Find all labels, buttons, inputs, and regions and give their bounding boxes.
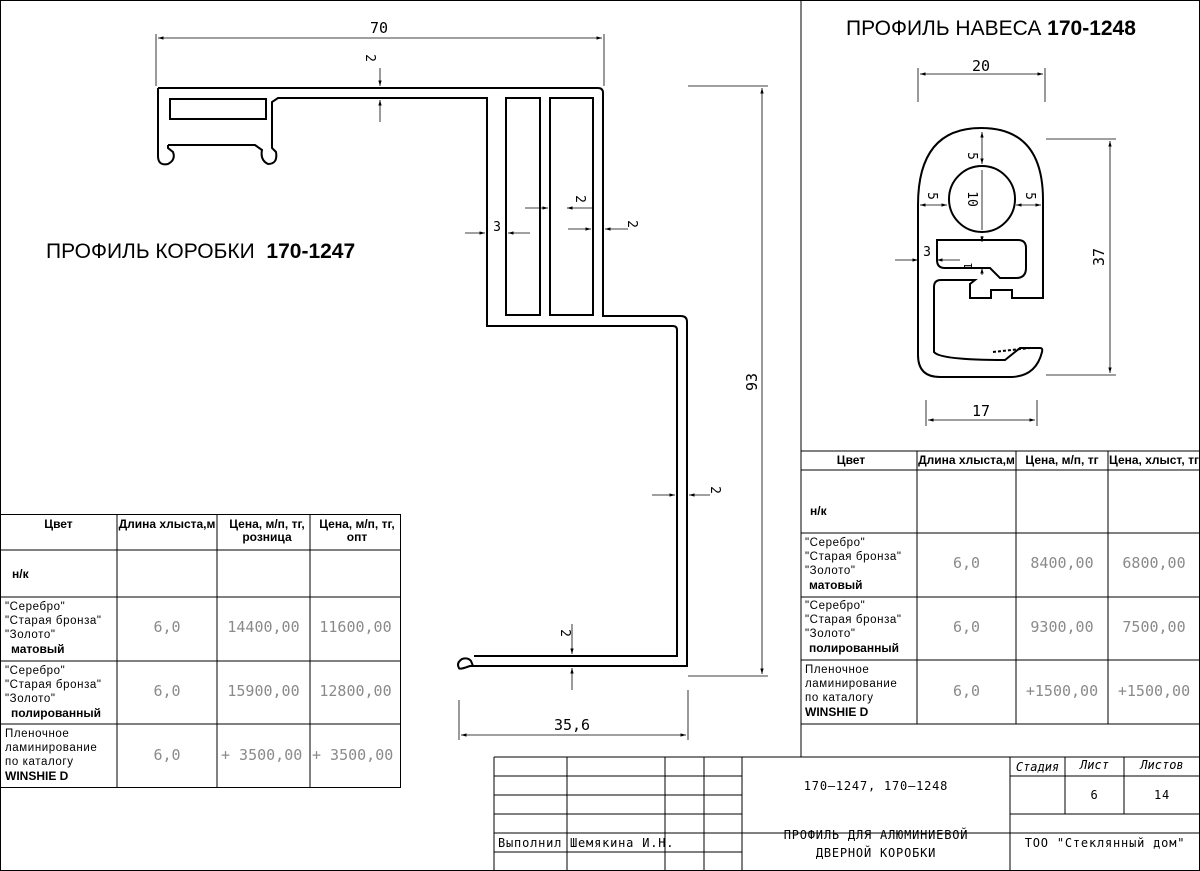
box-table-header-color: Цвет bbox=[44, 517, 73, 531]
hinge-row-matte-color: "Серебро" "Старая бронза" "Золото" матовый bbox=[805, 537, 902, 593]
dim-inner-top: 5 bbox=[964, 152, 979, 160]
hinge-row-polished-per-bar: 7500,00 bbox=[1122, 618, 1186, 636]
sheet-frame bbox=[1, 1, 1200, 871]
box-row-polished-color: "Серебро" "Старая бронза" "Золото" полированный bbox=[5, 665, 102, 721]
box-table-header-length: Длина хлыста,м bbox=[118, 517, 216, 531]
hinge-profile-code: 170-1248 bbox=[1047, 17, 1136, 40]
box-profile-drawing bbox=[158, 88, 687, 669]
hinge-row-matte-per-bar: 6800,00 bbox=[1122, 554, 1186, 572]
product-name-line1: ПРОФИЛЬ ДЛЯ АЛЮМИНИЕВОЙ bbox=[783, 828, 969, 842]
dim-wall-right: 2 bbox=[707, 486, 722, 494]
hinge-row-polished-length: 6,0 bbox=[952, 618, 981, 636]
hinge-table-header-color: Цвет bbox=[836, 453, 866, 467]
box-row-laminate-retail: + 3500,00 bbox=[221, 746, 303, 764]
dim-wall-a: 3 bbox=[493, 220, 501, 235]
dim-width-20: 20 bbox=[971, 57, 991, 75]
executed-by: Шемякина И.Н. bbox=[570, 836, 675, 850]
sheet-number: 6 bbox=[1090, 788, 1099, 802]
hinge-table-header-length: Длина хлыста,м bbox=[918, 453, 1015, 467]
dim-hole: 10 bbox=[964, 191, 979, 207]
dim-wall-bottom: 2 bbox=[557, 629, 572, 637]
box-row-laminate-color: Пленочное ламинирование по каталогу WINSHIE D bbox=[5, 728, 98, 784]
dim-right-wall: 5 bbox=[1022, 192, 1037, 200]
dim-wall-c: 2 bbox=[624, 220, 639, 228]
box-profile-title-prefix: ПРОФИЛЬ КОРОБКИ bbox=[46, 240, 255, 263]
dim-left-wall: 5 bbox=[924, 192, 939, 200]
box-row-laminate-length: 6,0 bbox=[153, 746, 181, 764]
dim-bottom-17: 17 bbox=[971, 402, 991, 420]
box-profile-code: 170-1247 bbox=[266, 240, 356, 263]
dim-gap: 1 bbox=[962, 262, 975, 270]
dim-height-93: 93 bbox=[743, 372, 761, 392]
box-row-matte-color: "Серебро" "Старая бронза" "Золото" матовый bbox=[5, 601, 102, 657]
box-row-polished-retail: 15900,00 bbox=[227, 682, 300, 700]
hinge-row-polished-per-meter: 9300,00 bbox=[1030, 618, 1094, 636]
box-row-matte-wholesale: 11600,00 bbox=[319, 618, 392, 636]
dim-width-70: 70 bbox=[369, 19, 389, 37]
executed-label: Выполнил bbox=[498, 836, 563, 850]
box-row-polished-wholesale: 12800,00 bbox=[319, 682, 392, 700]
hinge-row-matte-per-meter: 8400,00 bbox=[1030, 554, 1094, 572]
dim-height-37: 37 bbox=[1090, 247, 1108, 267]
box-profile-dim-labels bbox=[362, 19, 761, 734]
box-row-nk-color: н/к bbox=[12, 567, 29, 581]
dim-neck: 3 bbox=[923, 245, 931, 260]
box-row-matte-length: 6,0 bbox=[153, 618, 181, 636]
company-name: ТОО "Стеклянный дом" bbox=[1024, 836, 1186, 850]
hinge-row-laminate-length: 6,0 bbox=[952, 682, 981, 700]
hinge-profile-title bbox=[846, 18, 1136, 39]
box-table-header-retail: Цена, м/п, тг, розница bbox=[229, 517, 305, 545]
box-row-polished-length: 6,0 bbox=[153, 682, 181, 700]
box-row-laminate-wholesale: + 3500,00 bbox=[312, 746, 394, 764]
hinge-table-header-per-bar: Цена, хлыст, тг bbox=[1109, 453, 1199, 467]
hinge-profile-drawing bbox=[918, 128, 1043, 377]
hinge-row-matte-length: 6,0 bbox=[952, 554, 981, 572]
dim-wall-top: 2 bbox=[362, 54, 377, 62]
sheets-label: Листов bbox=[1140, 758, 1184, 772]
hinge-profile-title-prefix: ПРОФИЛЬ НАВЕСА bbox=[846, 17, 1042, 40]
box-row-matte-retail: 14400,00 bbox=[227, 618, 300, 636]
hinge-table-header-per-meter: Цена, м/п, тг bbox=[1025, 453, 1099, 467]
hinge-row-laminate-per-meter: +1500,00 bbox=[1025, 682, 1099, 700]
hinge-row-laminate-per-bar: +1500,00 bbox=[1117, 682, 1191, 700]
sheets-total: 14 bbox=[1153, 788, 1171, 802]
hinge-profile-dim-labels bbox=[923, 57, 1108, 420]
sheet-label: Лист bbox=[1080, 758, 1109, 772]
hinge-row-nk-color: н/к bbox=[810, 504, 827, 518]
stage-label: Стадия bbox=[1015, 760, 1060, 774]
dim-wall-b: 2 bbox=[572, 195, 587, 203]
box-profile-title bbox=[46, 241, 355, 262]
hinge-row-polished-color: "Серебро" "Старая бронза" "Золото" полированный bbox=[805, 600, 902, 656]
product-name-line2: ДВЕРНОЙ КОРОБКИ bbox=[815, 846, 937, 860]
hinge-row-laminate-color: Пленочное ламинирование по каталогу WINSHIE D bbox=[805, 664, 898, 720]
box-table-header-wholesale: Цена, м/п, тг, опт bbox=[319, 517, 395, 545]
dim-bottom-35-6: 35,6 bbox=[553, 716, 591, 734]
doc-codes: 170–1247, 170–1248 bbox=[803, 779, 949, 793]
